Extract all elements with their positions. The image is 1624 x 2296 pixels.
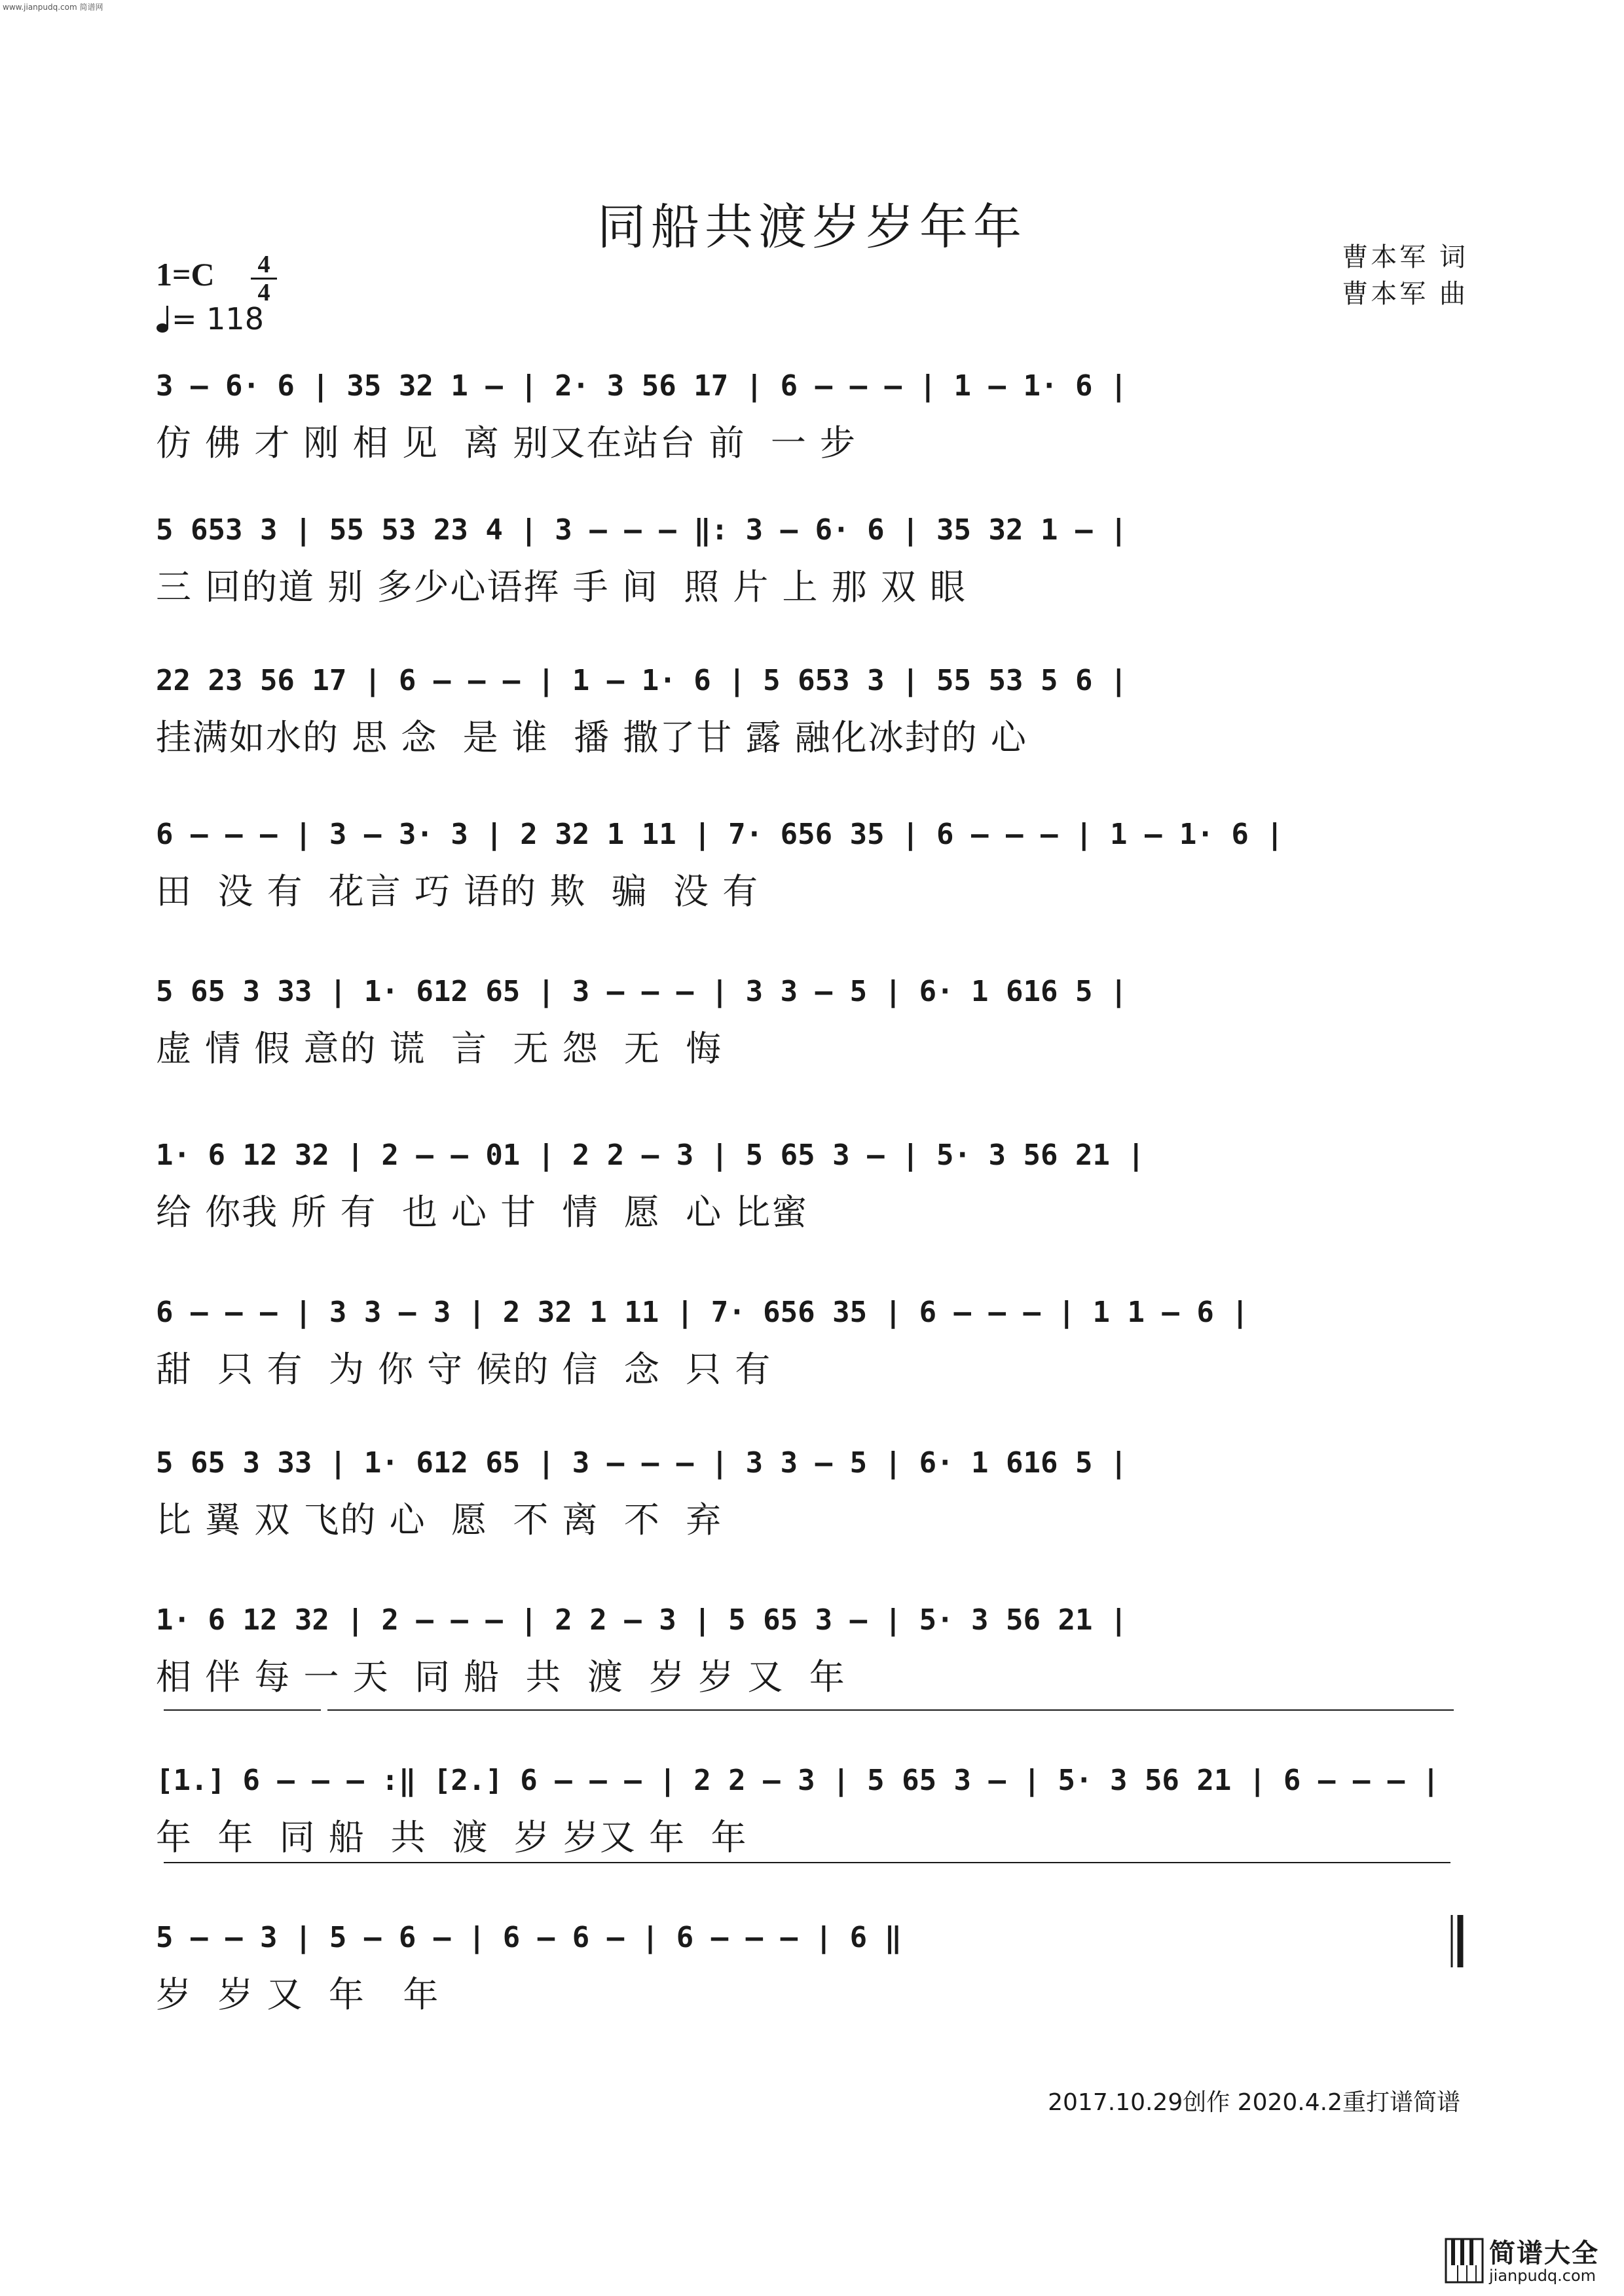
notation-line: [1.] 6 – – – :‖ [2.] 6 – – – | 2 2 – 3 | 5 65 3 – | 5· 3 56 21 | 6 – – – | (156, 1764, 1440, 1797)
notation-line: 5 653 3 | 55 53 23 4 | 3 – – – ‖: 3 – 6· 6 | 35 32 1 – | (156, 513, 1128, 547)
notation-line: 6 – – – | 3 – 3· 3 | 2 32 1 11 | 7· 656 35 | 6 – – – | 1 – 1· 6 | (156, 818, 1283, 851)
logo-title: 简谱大全 (1489, 2238, 1599, 2269)
lyrics-line: 虚 情 假 意的 谎 言 无 怨 无 悔 (156, 1028, 723, 1069)
piano-keys-icon (1445, 2238, 1484, 2286)
notation-line: 1· 6 12 32 | 2 – – – | 2 2 – 3 | 5 65 3 – | 5· 3 56 21 | (156, 1603, 1128, 1637)
lyrics-line: 年 年 同 船 共 渡 岁 岁又 年 年 (156, 1817, 748, 1858)
lyrics-line: 岁 岁 又 年 年 (156, 1974, 440, 2015)
time-signature-top: 4 (257, 251, 270, 278)
lyrics-line: 甜 只 有 为 你 守 候的 信 念 只 有 (156, 1349, 772, 1390)
site-logo (1445, 2238, 1599, 2286)
time-signature-bottom: 4 (257, 279, 270, 306)
lyrics-line: 相 伴 每 一 天 同 船 共 渡 岁 岁 又 年 (156, 1656, 846, 1698)
header-mark: www.jianpudq.com 简谱网 (3, 3, 103, 12)
notation-line: 6 – – – | 3 3 – 3 | 2 32 1 11 | 7· 656 35 | 6 – – – | 1 1 – 6 | (156, 1296, 1249, 1329)
lyrics-line: 挂满如水的 思 念 是 谁 播 撒了甘 露 融化冰封的 心 (156, 717, 1027, 758)
lyrics-line: 比 翼 双 飞的 心 愿 不 离 不 弃 (156, 1499, 723, 1540)
page-title: 同船共渡岁岁年年 (597, 198, 1027, 255)
notation-line: 3 – 6· 6 | 35 32 1 – | 2· 3 56 17 | 6 – – – | 1 – 1· 6 | (156, 369, 1128, 403)
logo-url: jianpudq.com (1489, 2267, 1596, 2285)
key-signature: 1=C (156, 256, 215, 293)
lyrics-line: 三 回的道 别 多少心语挥 手 间 照 片 上 那 双 眼 (156, 566, 967, 608)
lyrics-line: 仿 佛 才 刚 相 见 离 别又在站台 前 一 步 (156, 422, 857, 464)
composer-credit: 曹本军 曲 (1342, 279, 1468, 309)
creation-note: 2017.10.29创作 2020.4.2重打谱简谱 (1048, 2089, 1460, 2116)
lyrics-line: 给 你我 所 有 也 心 甘 情 愿 心 比蜜 (156, 1192, 809, 1233)
lyrics-line: 田 没 有 花言 巧 语的 欺 骗 没 有 (156, 871, 760, 912)
notation-line: 5 – – 3 | 5 – 6 – | 6 – 6 – | 6 – – – | 6 ‖ (156, 1921, 902, 1954)
notation-line: 5 65 3 33 | 1· 612 65 | 3 – – – | 3 3 – 5 | 6· 1 616 5 | (156, 975, 1128, 1008)
lyricist-credit: 曹本军 词 (1342, 242, 1468, 272)
notation-line: 5 65 3 33 | 1· 612 65 | 3 – – – | 3 3 – 5 | 6· 1 616 5 | (156, 1446, 1128, 1480)
notation-line: 22 23 56 17 | 6 – – – | 1 – 1· 6 | 5 653 3 | 55 53 5 6 | (156, 664, 1128, 697)
notation-line: 1· 6 12 32 | 2 – – 01 | 2 2 – 3 | 5 65 3 – | 5· 3 56 21 | (156, 1139, 1145, 1172)
tempo-value: = 118 (172, 301, 264, 337)
